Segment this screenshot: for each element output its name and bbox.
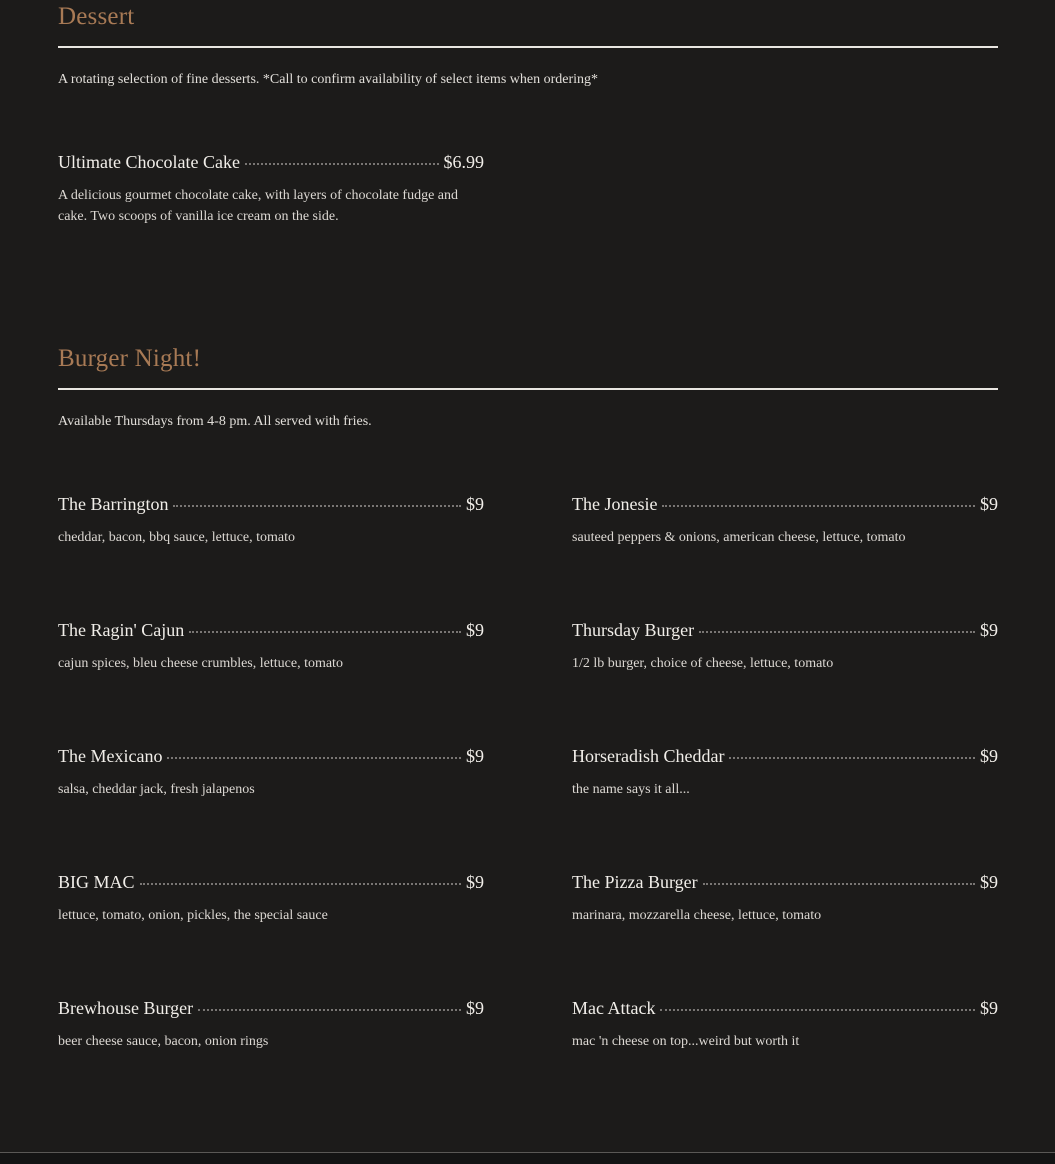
menu-item-header (572, 871, 998, 893)
menu-item-price: $9 (980, 872, 998, 892)
menu-item-header (58, 493, 484, 515)
menu-item (58, 745, 484, 800)
dot-leader (729, 757, 975, 759)
menu-item-name: BIG MAC (58, 872, 135, 892)
menu-item (572, 493, 998, 548)
menu-item-header (572, 619, 998, 641)
burger-night-divider (58, 388, 998, 390)
menu-item (58, 493, 484, 548)
menu-item-name: Mac Attack (572, 998, 656, 1018)
menu-item-description: cajun spices, bleu cheese crumbles, lettuce, tomato (58, 656, 343, 671)
menu-item-name: The Jonesie (572, 494, 658, 514)
menu-item-name: Thursday Burger (572, 620, 695, 640)
burger-night-description: Available Thursdays from 4-8 pm. All served with fries. (58, 414, 372, 429)
menu-item-header (58, 745, 484, 767)
dot-leader (198, 1009, 461, 1011)
dot-leader (140, 883, 461, 885)
dessert-divider (58, 46, 998, 48)
dot-leader (173, 505, 461, 507)
footer-divider (0, 1152, 1055, 1164)
menu-item-price: $9 (466, 998, 484, 1018)
menu-item-price: $9 (980, 620, 998, 640)
menu-item-name: The Pizza Burger (572, 872, 698, 892)
menu-item-name: Brewhouse Burger (58, 998, 194, 1018)
menu-item (572, 871, 998, 926)
menu-item-header (58, 619, 484, 641)
menu-item-header (58, 871, 484, 893)
dessert-description: A rotating selection of fine desserts. *Call to confirm availability of select items when ordering* (58, 72, 599, 87)
menu-item-header (572, 493, 998, 515)
menu-item-header (58, 997, 484, 1019)
menu-item-price: $9 (980, 998, 998, 1018)
menu-item (58, 871, 484, 926)
menu-item (572, 997, 998, 1052)
menu-item-price: $9 (980, 746, 998, 766)
dot-leader (699, 631, 975, 633)
dot-leader (189, 631, 461, 633)
menu-item-name: The Ragin' Cajun (58, 620, 185, 640)
menu-item (572, 745, 998, 800)
menu-item (58, 619, 484, 674)
menu-item-description: salsa, cheddar jack, fresh jalapenos (58, 782, 255, 797)
menu-item-description: mac 'n cheese on top...weird but worth it (572, 1034, 800, 1049)
menu-item (58, 997, 484, 1052)
menu-item-name: Horseradish Cheddar (572, 746, 725, 766)
menu-item-price: $9 (466, 494, 484, 514)
menu-item-price: $9 (466, 746, 484, 766)
menu-item-price: $9 (466, 872, 484, 892)
dot-leader (245, 163, 439, 165)
menu-item-header (572, 997, 998, 1019)
menu-item-description: marinara, mozzarella cheese, lettuce, tomato (572, 908, 822, 923)
menu-item (572, 619, 998, 674)
menu-item-header (58, 151, 484, 173)
menu-item-description: beer cheese sauce, bacon, onion rings (58, 1034, 269, 1049)
dot-leader (167, 757, 461, 759)
dessert-title: Dessert (58, 3, 135, 30)
dot-leader (703, 883, 975, 885)
dot-leader (660, 1009, 975, 1011)
menu-item-name: The Mexicano (58, 746, 163, 766)
burger-night-title: Burger Night! (58, 345, 202, 372)
menu-item-name: The Barrington (58, 494, 169, 514)
burger-night-section (58, 344, 998, 431)
menu-item-name: Ultimate Chocolate Cake (58, 152, 240, 172)
menu-item-price: $9 (466, 620, 484, 640)
menu-item-description: A delicious gourmet chocolate cake, with layers of chocolate fudge and cake. Two scoops of vanilla ice cream on the side. (58, 188, 459, 224)
menu-item-description: the name says it all... (572, 782, 690, 797)
menu-item (58, 151, 484, 227)
dessert-section (58, 2, 998, 89)
menu-item-price: $9 (980, 494, 998, 514)
dot-leader (662, 505, 975, 507)
menu-item-description: lettuce, tomato, onion, pickles, the special sauce (58, 908, 328, 923)
menu-item-header (572, 745, 998, 767)
menu-item-description: sauteed peppers & onions, american cheese, lettuce, tomato (572, 530, 906, 545)
menu-item-description: 1/2 lb burger, choice of cheese, lettuce, tomato (572, 656, 834, 671)
menu-item-price: $6.99 (443, 152, 484, 172)
menu-item-description: cheddar, bacon, bbq sauce, lettuce, tomato (58, 530, 295, 545)
